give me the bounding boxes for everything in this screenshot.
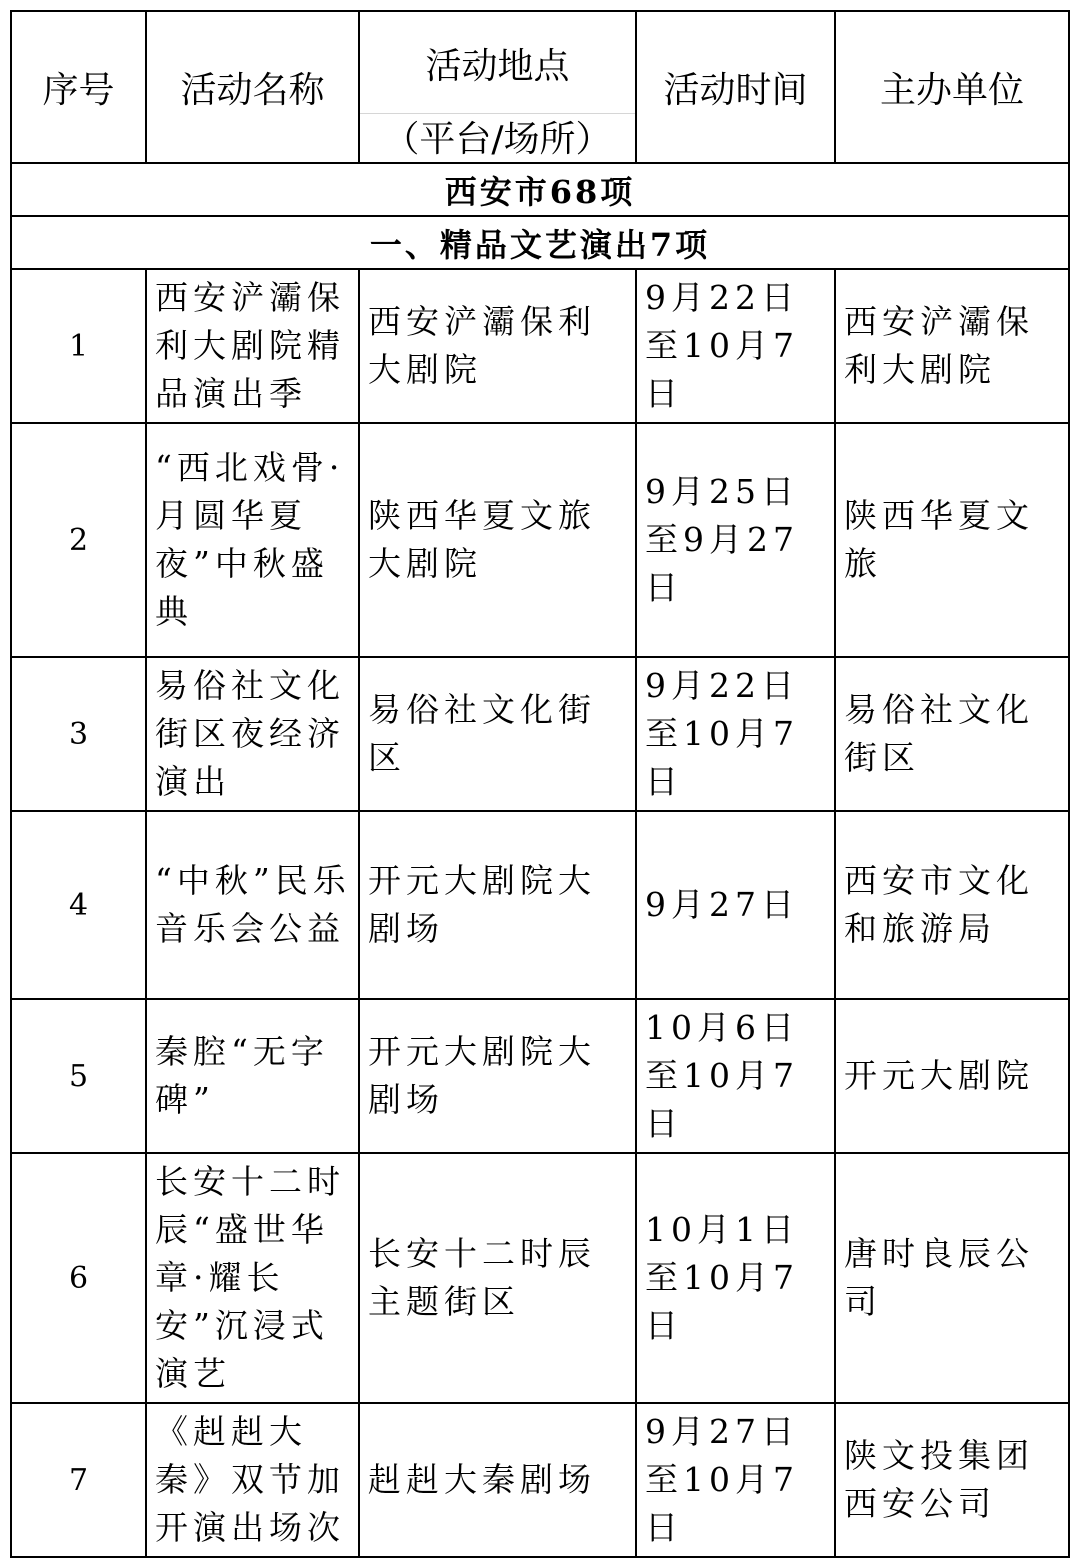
row-index: 4 (11, 811, 146, 999)
row-activity-name: “西北戏骨·月圆华夏夜”中秋盛典 (146, 423, 359, 657)
row-activity-name: 秦腔“无字碑” (146, 999, 359, 1153)
header-location (359, 11, 636, 163)
row-time: 10月1日至10月7日 (636, 1153, 835, 1403)
table-row (11, 269, 1069, 423)
row-time: 9月27日 (636, 811, 835, 999)
row-index: 7 (11, 1403, 146, 1557)
row-activity-name: 西安浐灞保利大剧院精品演出季 (146, 269, 359, 423)
row-location: 开元大剧院大剧场 (359, 811, 636, 999)
row-location: 西安浐灞保利大剧院 (359, 269, 636, 423)
row-activity-name: “中秋”民乐音乐会公益 (146, 811, 359, 999)
header-index: 序号 (11, 11, 146, 163)
header-time: 活动时间 (636, 11, 835, 163)
row-index: 5 (11, 999, 146, 1153)
row-time: 9月27日至10月7日 (636, 1403, 835, 1557)
header-name: 活动名称 (146, 11, 359, 163)
table-row (11, 423, 1069, 657)
row-activity-name: 《赳赳大秦》双节加开演出场次 (146, 1403, 359, 1557)
row-organizer: 陕文投集团西安公司 (835, 1403, 1069, 1557)
row-activity-name: 易俗社文化街区夜经济演出 (146, 657, 359, 811)
row-organizer: 易俗社文化街区 (835, 657, 1069, 811)
row-index: 3 (11, 657, 146, 811)
header-location-sub: （平台/场所） (383, 119, 612, 160)
row-index: 2 (11, 423, 146, 657)
row-location: 陕西华夏文旅大剧院 (359, 423, 636, 657)
row-time: 9月22日至10月7日 (636, 269, 835, 423)
row-time: 9月22日至10月7日 (636, 657, 835, 811)
row-organizer: 开元大剧院 (835, 999, 1069, 1153)
row-location: 长安十二时辰主题街区 (359, 1153, 636, 1403)
table-row (11, 1153, 1069, 1403)
header-organizer: 主办单位 (835, 11, 1069, 163)
city-section-row (11, 163, 1069, 216)
row-activity-name: 长安十二时辰“盛世华章·耀长安”沉浸式演艺 (146, 1153, 359, 1403)
row-organizer: 西安浐灞保利大剧院 (835, 269, 1069, 423)
row-location: 开元大剧院大剧场 (359, 999, 636, 1153)
row-index: 1 (11, 269, 146, 423)
city-section-title: 西安市68项 (11, 163, 1069, 216)
table-row (11, 1403, 1069, 1557)
category-section-title: 一、精品文艺演出7项 (11, 216, 1069, 269)
row-index: 6 (11, 1153, 146, 1403)
row-time: 10月6日至10月7日 (636, 999, 835, 1153)
row-location: 易俗社文化街区 (359, 657, 636, 811)
category-section-row (11, 216, 1069, 269)
header-row (11, 11, 1069, 163)
header-location-label: 活动地点 (360, 15, 635, 114)
row-organizer: 陕西华夏文旅 (835, 423, 1069, 657)
table-row (11, 811, 1069, 999)
row-time: 9月25日至9月27日 (636, 423, 835, 657)
row-organizer: 唐时良辰公司 (835, 1153, 1069, 1403)
row-location: 赳赳大秦剧场 (359, 1403, 636, 1557)
table-row (11, 657, 1069, 811)
row-organizer: 西安市文化和旅游局 (835, 811, 1069, 999)
activity-table (10, 10, 1070, 1558)
table-row (11, 999, 1069, 1153)
